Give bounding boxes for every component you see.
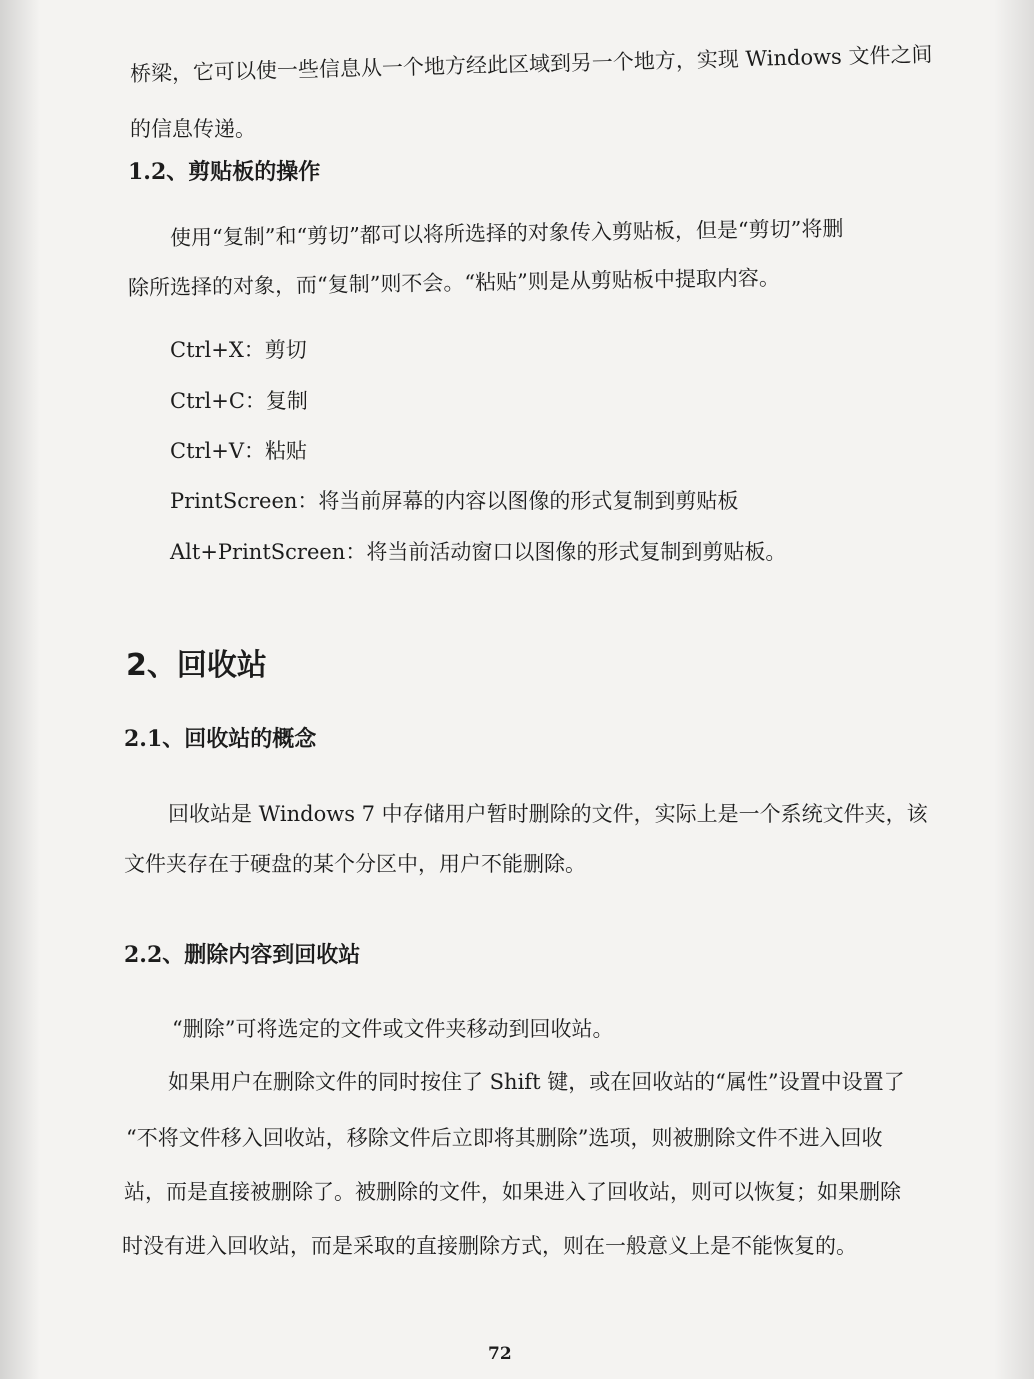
paragraph-line: 如果用户在删除文件的同时按住了 Shift 键，或在回收站的“属性”设置中设置了 <box>168 1070 905 1094</box>
shortcut-item: Alt+PrintScreen：将当前活动窗口以图像的形式复制到剪贴板。 <box>170 540 787 564</box>
page-shadow-right <box>994 0 1034 1379</box>
page-shadow-left <box>0 0 40 1379</box>
paragraph-line: 除所选择的对象，而“复制”则不会。“粘贴”则是从剪贴板中提取内容。 <box>127 265 781 300</box>
paragraph-line: 桥梁，它可以使一些信息从一个地方经此区域到另一个地方，实现 Windows 文件之间 <box>129 42 933 86</box>
paragraph-line: 时没有进入回收站，而是采取的直接删除方式，则在一般意义上是不能恢复的。 <box>122 1234 857 1258</box>
paragraph-line: 站，而是直接被删除了。被删除的文件，如果进入了回收站，则可以恢复；如果删除 <box>124 1180 901 1204</box>
shortcut-item: Ctrl+V：粘贴 <box>170 439 308 463</box>
shortcut-item: PrintScreen：将当前屏幕的内容以图像的形式复制到剪贴板 <box>170 489 739 513</box>
paragraph-line: 回收站是 Windows 7 中存储用户暂时删除的文件，实际上是一个系统文件夹，该 <box>168 802 928 826</box>
paragraph-line: 使用“复制”和“剪切”都可以将所选择的对象传入剪贴板，但是“剪切”将删 <box>169 216 844 250</box>
paragraph-line: 文件夹存在于硬盘的某个分区中，用户不能删除。 <box>124 852 586 876</box>
paragraph-line: “删除”可将选定的文件或文件夹移动到回收站。 <box>172 1017 614 1041</box>
chapter-heading-2: 2、回收站 <box>126 648 267 683</box>
shortcut-item: Ctrl+X：剪切 <box>170 338 307 362</box>
section-heading-1-2: 1.2、剪贴板的操作 <box>128 159 321 185</box>
shortcut-item: Ctrl+C：复制 <box>170 389 308 413</box>
page-number: 72 <box>488 1344 512 1364</box>
section-heading-2-1: 2.1、回收站的概念 <box>124 726 317 752</box>
paragraph-line: “不将文件移入回收站，移除文件后立即将其删除”选项，则被删除文件不进入回收 <box>126 1126 883 1150</box>
section-heading-2-2: 2.2、删除内容到回收站 <box>124 942 361 968</box>
paragraph-line: 的信息传递。 <box>130 117 256 141</box>
